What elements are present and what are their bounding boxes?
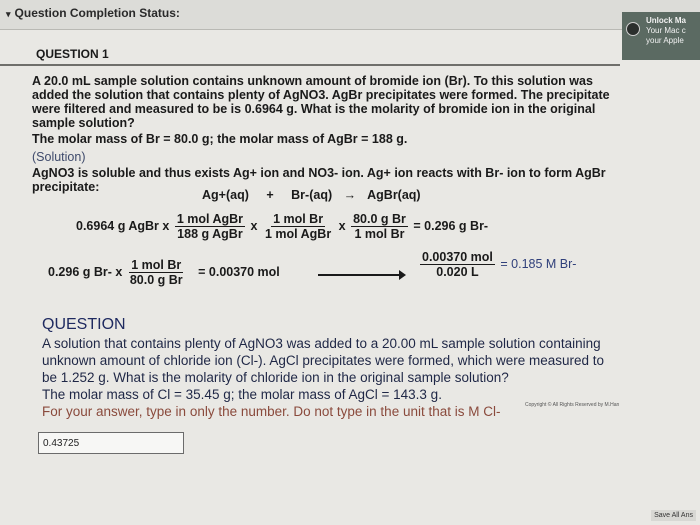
example-intro: A 20.0 mL sample solution contains unknown amount of bromide ion (Br). To this solution was added the solution that contains plenty of AgNO3. AgBr precipitates were formed. The precipitate were filtered and measured to be is 0.6964 g. What is the molarity of bromide ion in the original sample solution? <box>32 74 610 130</box>
reactant-br: Br-(aq) <box>291 188 333 202</box>
fraction <box>128 258 185 287</box>
calc1-result: = 0.296 g Br- <box>413 218 489 233</box>
reaction-arrow: → <box>343 188 357 202</box>
question-header <box>0 40 620 66</box>
fraction-numerator: 1 mol Br <box>131 258 182 272</box>
save-all-answers-button[interactable]: Save All Ans <box>651 510 696 521</box>
fraction-denominator: 1 mol Br <box>354 227 405 241</box>
question-number: QUESTION 1 <box>36 47 109 61</box>
calculation-2 <box>48 258 280 287</box>
notification-line: Your Mac c <box>646 26 686 35</box>
notification-line: your Apple <box>646 36 684 45</box>
status-bar <box>0 0 700 30</box>
fraction-numerator: 80.0 g Br <box>353 212 406 226</box>
calculation-3 <box>418 250 576 279</box>
calc2-result: = 0.00370 mol <box>198 264 280 279</box>
final-molarity: = 0.185 M Br- <box>500 256 577 271</box>
calc2-lead: 0.296 g Br- x <box>48 264 123 279</box>
fraction-denominator: 188 g AgBr <box>177 227 243 241</box>
completion-status-label: Question Completion Status: <box>14 6 180 20</box>
calculation-1 <box>76 212 488 241</box>
reaction-equation <box>202 188 421 202</box>
plus-sign: + <box>266 188 274 202</box>
completion-status[interactable] <box>6 6 180 20</box>
notification-title: Unlock Ma <box>646 16 687 25</box>
solubility-line: AgNO3 is soluble and thus exists Ag+ ion and NO3- ion. Ag+ ion reacts with Br- ion to form AgBr precipitate: <box>32 166 606 194</box>
fraction <box>420 250 495 279</box>
example-molar-mass: The molar mass of Br = 80.0 g; the molar mass of AgBr = 188 g. <box>32 132 408 146</box>
chevron-down-icon: ▾ <box>6 9 11 19</box>
product-agbr: AgBr(aq) <box>367 188 421 202</box>
question-text-line: A solution that contains plenty of AgNO3 was added to a 20.00 mL sample solution containing <box>42 336 601 351</box>
example-content <box>32 74 632 194</box>
fraction-denominator: 80.0 g Br <box>129 273 183 287</box>
fraction <box>351 212 408 241</box>
lock-icon <box>626 22 640 36</box>
fraction-numerator: 1 mol Br <box>273 212 324 226</box>
question-text-line: The molar mass of Cl = 35.45 g; the molar mass of AgCl = 143.3 g. <box>42 387 442 402</box>
fraction-denominator: 0.020 L <box>436 265 479 279</box>
question-text-line: unknown amount of chloride ion (Cl-). AgCl precipitates were formed, which were measured to <box>42 353 605 368</box>
reactant-ag: Ag+(aq) <box>202 188 249 202</box>
fraction <box>175 212 245 241</box>
question-title: QUESTION <box>42 316 126 333</box>
calc1-lead: 0.6964 g AgBr x <box>76 218 170 233</box>
fraction-numerator: 1 mol AgBr <box>176 212 244 226</box>
answer-field[interactable] <box>38 432 184 454</box>
fraction-numerator: 0.00370 mol <box>422 250 493 264</box>
fraction-denominator: 1 mol AgBr <box>264 227 332 241</box>
solution-tag: (Solution) <box>32 150 86 164</box>
copyright-watermark: Copyright © All Rights Reserved by M.Han <box>525 402 620 408</box>
times-sign: x <box>338 218 346 233</box>
answer-instruction: For your answer, type in only the number. Do not type in the unit that is M Cl- <box>42 404 501 419</box>
question-text-line: be 1.252 g. What is the molarity of chloride ion in the original sample solution? <box>42 370 509 385</box>
unlock-mac-notification[interactable] <box>622 12 700 60</box>
fraction <box>263 212 333 241</box>
times-sign: x <box>250 218 258 233</box>
right-arrow-icon <box>318 274 402 276</box>
